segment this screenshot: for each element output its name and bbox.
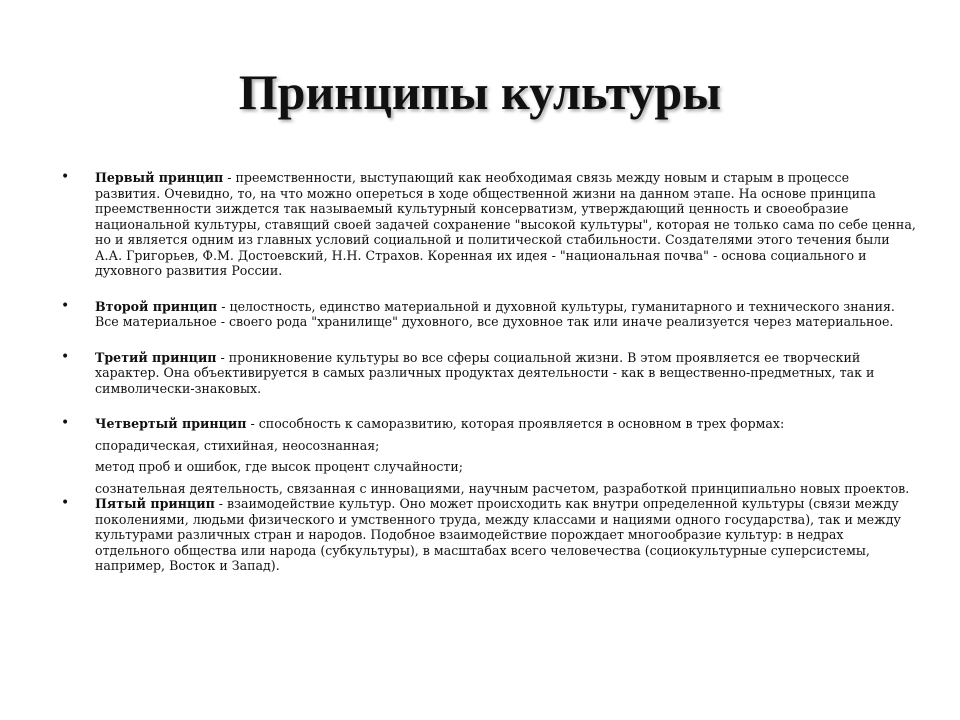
principle-3 xyxy=(58,350,918,397)
principles-list xyxy=(58,170,918,574)
form-item: спорадическая, стихийная, неосознанная; xyxy=(95,437,380,453)
principle-text: - преемственности, выступающий как необходимая связь между новым и старым в процессе развития. Очевидно, то, на что можно опереться в ходе общественной жизни на данном этапе. На основе принципа преемственности зиждется так называемый культурный консерватизм, утверждающий ценность и своеобразие национальной культуры, ставящий своей задачей сохранение "высокой культуры", которая не только сама по себе ценна, но и является одним из главных условий социальной и политической стабильности. Создателями этого течения были А.А. Григорьев, Ф.М. Достоевский, Н.Н. Страхов. Коренная их идея - "национальная почва" - основа социального и духовного развития России. xyxy=(95,170,916,278)
principle-text: - способность к саморазвитию, которая проявляется в основном в трех формах: xyxy=(246,416,785,431)
bullet-icon: • xyxy=(61,495,70,511)
principle-5 xyxy=(58,496,918,574)
slide-title: Принципы культуры xyxy=(238,64,722,120)
bullet-icon: • xyxy=(61,297,70,314)
principle-text: - взаимодействие культур. Оно может происходить как внутри определенной культуры (связи между поколениями, людьми физического и умственного труда, между классами и нациями одного государства), так и между культурами различных стран и народов. Подобное взаимодействие порождает многообразие культур: в недрах отдельного общества или народа (субкультуры), в масштабах всего человечества (социокультурные суперсистемы, например, Восток и Запад). xyxy=(95,496,901,573)
principle-heading: Третий принцип xyxy=(95,349,217,365)
bullet-icon: • xyxy=(61,348,70,365)
principle-text: - целостность, единство материальной и духовной культуры, гуманитарного и технического знания. Все материальное - своего рода "хранилище" духовного, все духовное так или иначе реализуется через материальное. xyxy=(95,298,895,329)
principle-heading: Пятый принцип xyxy=(95,496,215,511)
principle-1 xyxy=(58,170,918,279)
principle-heading: Четвертый принцип xyxy=(95,416,247,431)
principle-heading: Первый принцип xyxy=(95,170,224,185)
principle-4 xyxy=(58,416,918,432)
bullet-icon: • xyxy=(61,415,70,431)
principle-heading: Второй принцип xyxy=(95,298,218,314)
form-item: сознательная деятельность, связанная с инновациями, научным расчетом, разработкой принципиально новых проектов. xyxy=(95,480,910,496)
bullet-icon: • xyxy=(61,169,70,185)
principle-text: - проникновение культуры во все сферы социальной жизни. В этом проявляется ее творческий характер. Она объективируется в самых различных продуктах деятельности - как в вещественно-предметных, так и символически-знаковых. xyxy=(95,349,875,396)
form-item: метод проб и ошибок, где высок процент случайности; xyxy=(95,459,464,474)
principle-2 xyxy=(58,299,918,330)
